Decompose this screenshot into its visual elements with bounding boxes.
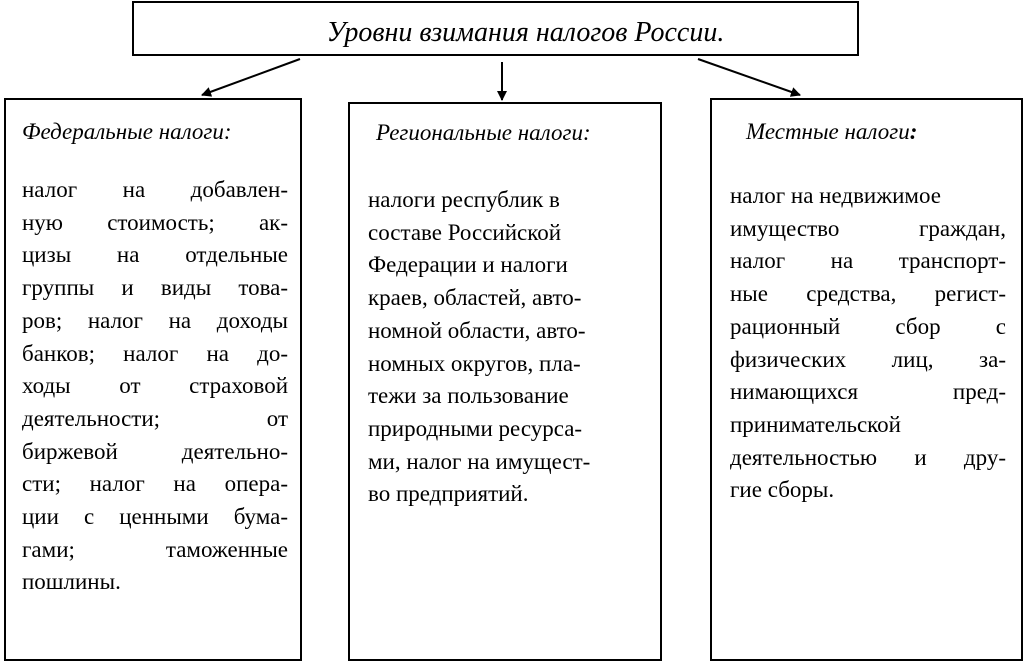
regional-text [368, 184, 648, 511]
regional-line: Федерации и налоги [368, 252, 568, 278]
regional-taxes-box [348, 102, 662, 661]
regional-line: ми, налог на имущест- [368, 448, 591, 474]
federal-line: ции с ценными бума- [22, 504, 288, 530]
federal-line: ную стоимость; ак- [22, 209, 288, 235]
local-line: рационный сбор с [730, 313, 1006, 339]
federal-line: ходы от страховой [22, 373, 288, 399]
local-line: ные средства, регист- [730, 281, 1006, 307]
local-taxes-box [710, 98, 1023, 661]
local-line: физических лиц, за- [730, 346, 1006, 372]
local-line: деятельностью и дру- [730, 444, 1006, 470]
regional-line: краев, областей, авто- [368, 285, 582, 311]
regional-line: тежи за пользование [368, 383, 569, 409]
federal-line: налог на добавлен- [22, 177, 288, 202]
federal-line: сти; налог на опера- [22, 471, 288, 497]
regional-line: номной области, авто- [368, 317, 586, 343]
arrow-to-local [698, 59, 800, 95]
federal-heading: Федеральные налоги: [22, 119, 232, 144]
federal-line: банков; налог на до- [22, 340, 288, 366]
federal-line: биржевой деятельно- [22, 438, 288, 464]
regional-line: налоги республик в [368, 187, 560, 212]
federal-text [22, 174, 288, 599]
local-heading-text: Местные налоги [746, 119, 910, 144]
federal-taxes-box [4, 98, 302, 661]
regional-line: во предприятий. [368, 481, 529, 507]
local-line: нимающихся пред- [730, 379, 1006, 405]
local-line: гие сборы. [730, 477, 835, 503]
arrow-to-federal [202, 59, 300, 95]
federal-line: группы и виды това- [22, 275, 288, 301]
federal-line: ров; налог на доходы [22, 307, 288, 333]
federal-line: гами; таможенные [22, 536, 288, 562]
local-text [730, 180, 1006, 507]
local-line: налог на транспорт- [730, 248, 1006, 274]
local-heading [746, 118, 917, 146]
regional-line: номных округов, пла- [368, 350, 581, 376]
regional-heading: Региональные налоги: [376, 120, 591, 145]
diagram-title: Уровни взимания налогов России. [326, 17, 725, 48]
federal-line: пошлины. [22, 569, 121, 595]
title-box [132, 1, 859, 56]
local-line: имущество граждан, [730, 215, 1006, 241]
regional-line: составе Российской [368, 219, 562, 245]
local-line: принимательской [730, 411, 901, 437]
federal-line: цизы на отдельные [22, 242, 288, 268]
federal-line: деятельности; от [22, 405, 288, 431]
local-heading-colon: : [909, 119, 918, 144]
regional-line: природными ресурса- [368, 415, 583, 441]
local-line: налог на недвижимое [730, 183, 941, 208]
